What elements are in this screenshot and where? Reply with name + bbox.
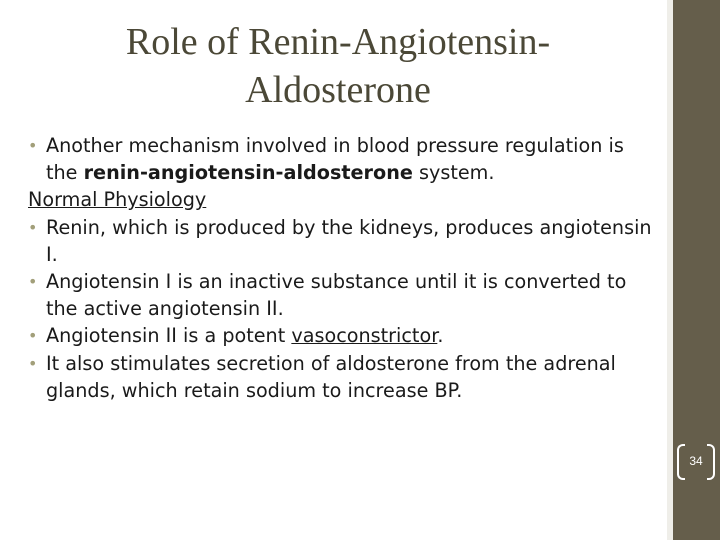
bullet-item (28, 132, 658, 186)
bullet-text: It also stimulates secretion of aldosterone from the adrenal glands, which retain sodium to increase BP. (46, 351, 616, 402)
slide-number-text: 34 (689, 454, 703, 468)
bullet-icon: • (28, 326, 38, 346)
bullet-item (28, 214, 658, 268)
subheading-text: Normal Physiology (28, 188, 207, 212)
bullet-icon: • (28, 136, 38, 155)
bullet-item (28, 268, 658, 322)
slide-body (28, 132, 658, 404)
bullet-icon: • (28, 272, 38, 292)
bullet-bold-term: renin-angiotensin-aldosterone (83, 161, 413, 185)
bullet-icon: • (28, 217, 38, 237)
slide-title-line2: Aldosterone (245, 69, 431, 111)
bullet-underlined-term: vasoconstrictor (291, 324, 438, 348)
slide-title-line1: Role of Renin-Angiotensin- (125, 21, 551, 63)
bullet-text: system. (412, 161, 495, 185)
bullet-item (28, 322, 658, 349)
subheading (28, 186, 658, 213)
bullet-text: Angiotensin II is a potent (46, 324, 292, 348)
bullet-text: Renin, which is produced by the kidneys, produces angiotensin I. (46, 215, 652, 266)
bracket-left-icon (677, 444, 685, 480)
bullet-text: Angiotensin I is an inactive substance until it is converted to the active angiotensin II. (46, 270, 627, 321)
bullet-icon: • (28, 353, 38, 373)
slide-title (28, 18, 648, 114)
slide-number (677, 444, 715, 478)
bracket-right-icon (707, 444, 715, 480)
bullet-text: Another mechanism involved in blood pressure regulation is the (46, 134, 624, 185)
bullet-text: . (437, 324, 444, 348)
bullet-item (28, 350, 658, 404)
